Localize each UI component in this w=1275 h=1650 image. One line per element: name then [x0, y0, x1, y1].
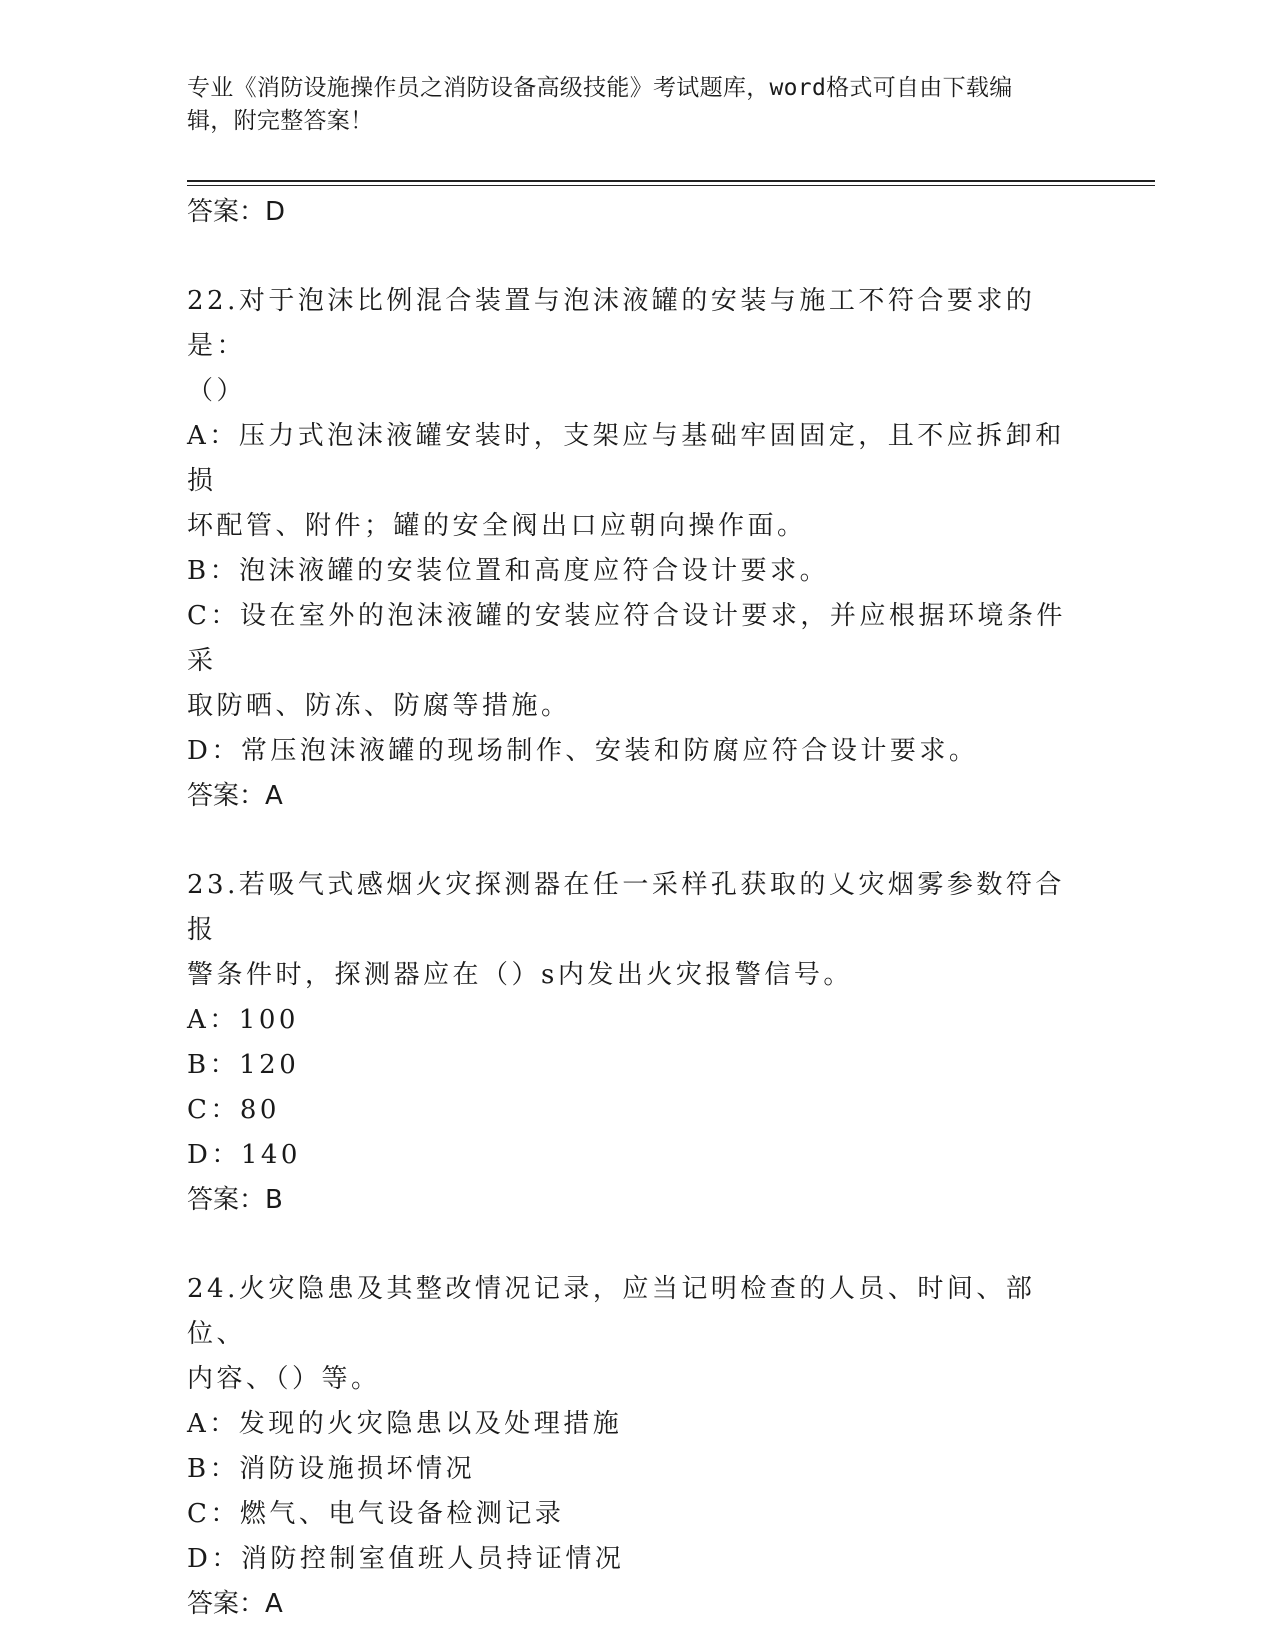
- question-22: [187, 279, 1087, 819]
- question-title-line: 22.对于泡沫比例混合装置与泡沫液罐的安装与施工不符合要求的是：: [187, 286, 1036, 361]
- question-title-line: 内容、（）等。: [187, 1364, 381, 1394]
- header-line-1: 专业《消防设施操作员之消防设备高级技能》考试题库，word格式可自由下载编: [187, 75, 1013, 101]
- option-c-continued: 取防晒、防冻、防腐等措施。: [187, 691, 571, 721]
- option-a: A：发现的火灾隐患以及处理措施: [187, 1409, 623, 1439]
- question-title-line: 23.若吸气式感烟火灾探测器在任一采样孔获取的乂灾烟雾参数符合报: [187, 870, 1065, 945]
- header-divider-thin: [187, 185, 1155, 186]
- answer-line: 答案：B: [187, 1185, 283, 1215]
- option-b: B：120: [187, 1050, 300, 1080]
- document-header: [187, 72, 1077, 138]
- option-a: A：压力式泡沫液罐安装时，支架应与基础牢固固定，且不应拆卸和损: [187, 421, 1065, 496]
- option-c: C：燃气、电气设备检测记录: [187, 1499, 565, 1529]
- option-c: C：80: [187, 1095, 280, 1125]
- option-d: D：常压泡沫液罐的现场制作、安装和防腐应符合设计要求。: [187, 736, 979, 766]
- answer-line: 答案：A: [187, 1589, 283, 1619]
- option-a: A：100: [187, 1005, 299, 1035]
- option-c: C：设在室外的泡沫液罐的安装应符合设计要求，并应根据环境条件采: [187, 601, 1066, 676]
- option-b: B：消防设施损坏情况: [187, 1454, 476, 1484]
- question-23: [187, 863, 1087, 1223]
- answer-line: 答案：D: [187, 197, 286, 227]
- question-24: [187, 1267, 1087, 1627]
- header-line-2: 辑，附完整答案！: [187, 108, 374, 134]
- question-title-line: 警条件时，探测器应在（）s内发出火灾报警信号。: [187, 960, 853, 990]
- document-body: [187, 190, 1087, 1627]
- question-title-line: 24.火灾隐患及其整改情况记录，应当记明检查的人员、时间、部位、: [187, 1274, 1036, 1349]
- question-title-line: （）: [187, 376, 247, 406]
- option-d: D：140: [187, 1140, 301, 1170]
- header-divider-thick: [187, 180, 1155, 182]
- option-b: B：泡沫液罐的安装位置和高度应符合设计要求。: [187, 556, 830, 586]
- option-d: D：消防控制室值班人员持证情况: [187, 1544, 625, 1574]
- answer-line: 答案：A: [187, 781, 283, 811]
- option-a-continued: 坏配管、附件；罐的安全阀出口应朝向操作面。: [187, 511, 807, 541]
